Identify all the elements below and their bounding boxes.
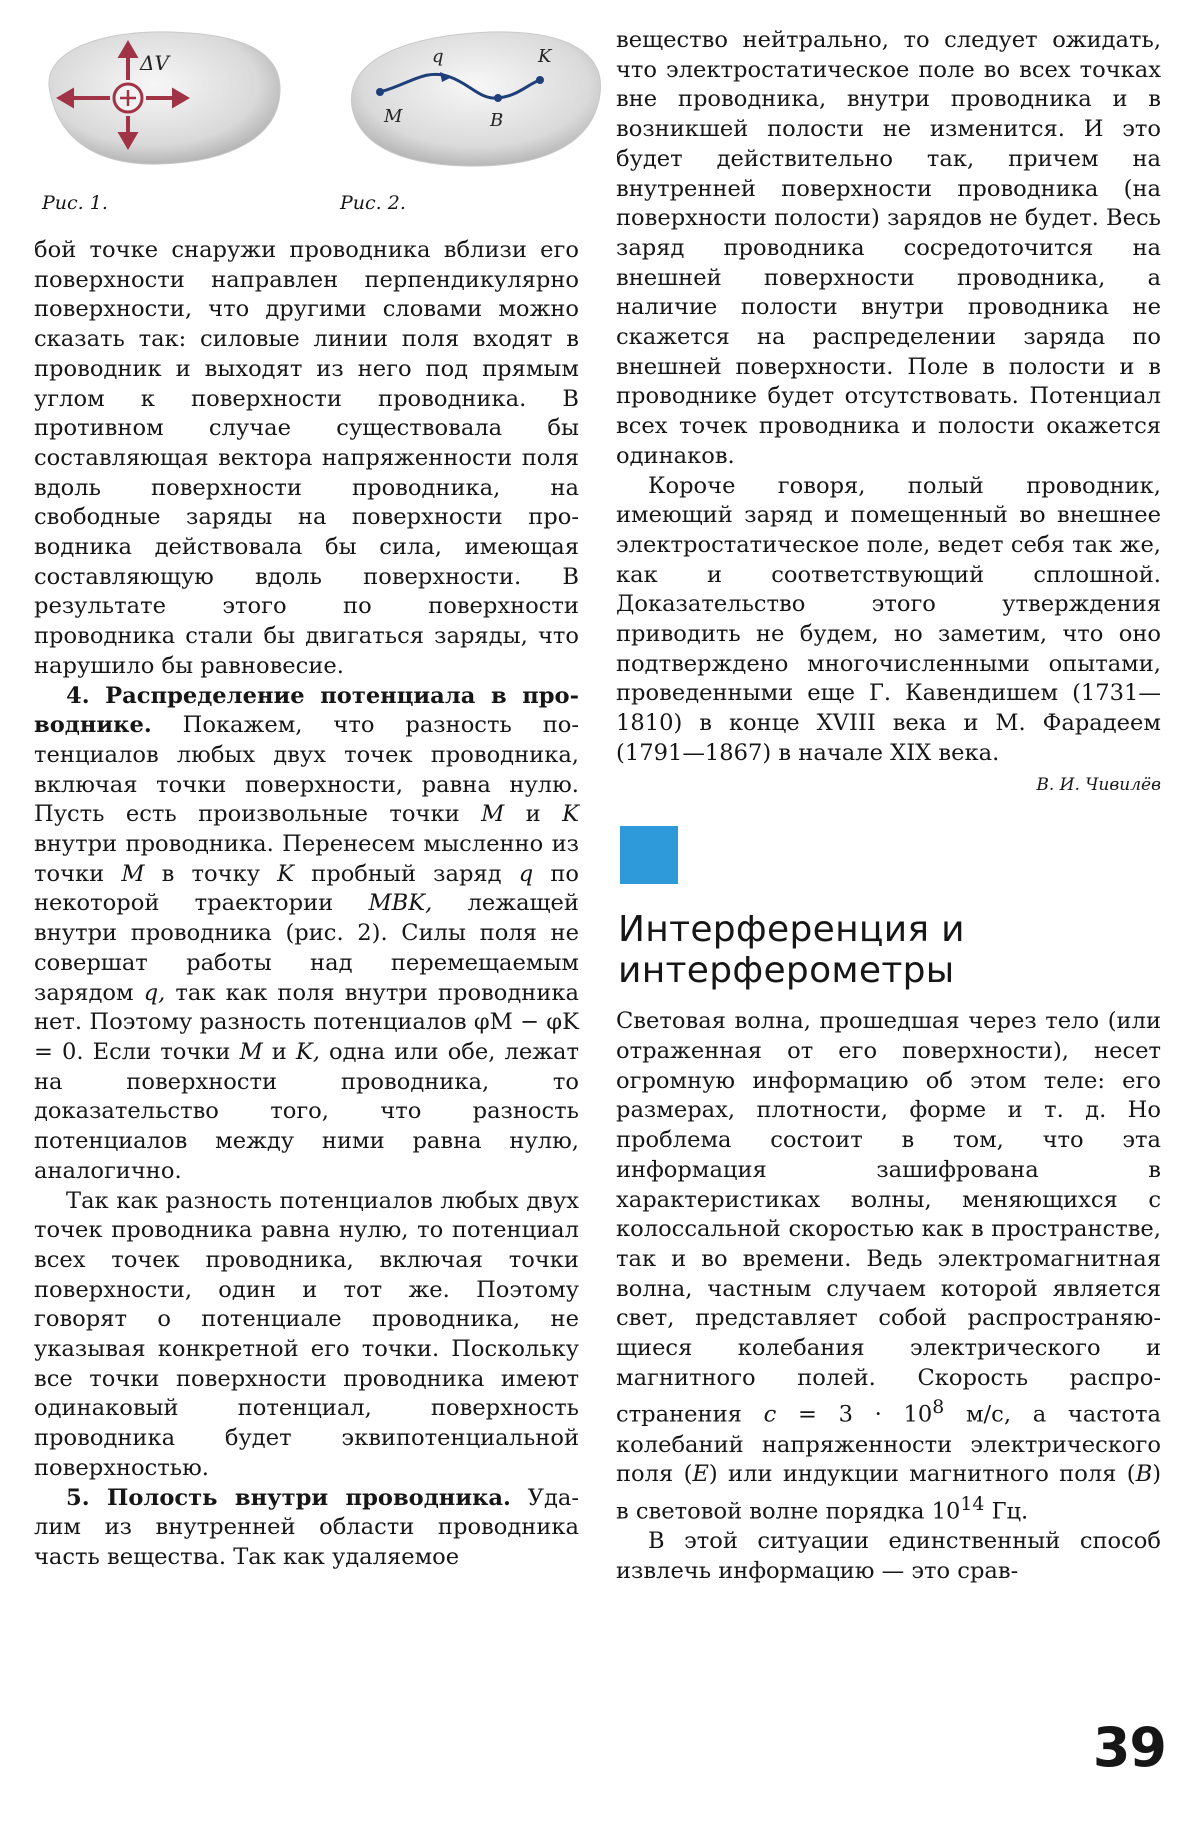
subsection-heading: 5. Полость внутри проводника. bbox=[66, 1484, 511, 1511]
point-m-label: M bbox=[384, 106, 403, 127]
paragraph: 5. Полость внутри проводника. Удалим из внутренней области проводника часть вещества. Так как удаляемое bbox=[34, 1484, 579, 1570]
point-b-label: B bbox=[490, 110, 504, 131]
paragraph: 4. Распределение потенциала в проводнике. Покажем, что разность потенциалов любых двух точек проводника, включая точки поверхности, равна нулю. Пусть есть произвольные точки M и K внутри проводника. Перенесем мысленно из точки M в точку K пробный заряд q по некоторой траектории MBK, лежащей внутри проводника (рис. 2). Силы поля не совершат работы над перемещаемым зарядом q, так как поля внутри проводника нет. Поэтому разность потенциалов φM − φK = 0. Если точки M и K, одна или обе, лежат на поверхности проводника, то доказательство того, что разность потенциалов между ними равна нулю, аналогично. bbox=[34, 682, 580, 1184]
point-b bbox=[494, 94, 502, 102]
paragraph: Так как разность потенциалов любых двух точек проводника равна нулю, то потенциал всех точек проводника, включая точки поверхности, один и тот же. Поэтому говорят о потенциале проводника, не указывая конкретной его точки. Поскольку все точки поверхности проводника имеют одинаковый потенциал, поверхность проводника будет эквипотенциальной поверхностью. bbox=[34, 1187, 579, 1481]
charge-q-label: q bbox=[432, 46, 444, 67]
paragraph: вещество нейтрально, то следует ожидать, что электростатическое поле во всех точках вне проводника, внутри проводника и в возникшей полости не изменится. И это будет действительно так, причем на внутренней поверхности проводника (на поверхности полости) зарядов не будет. Весь заряд проводника сосредоточится на внешней поверхности проводника, а наличие полости внутри проводника не скажется на распределении заряда по внешней поверхности. Поле в полости и в проводнике будет отсутствовать. Потенциал всех точек проводника и полости окажется одинаков. bbox=[616, 27, 1161, 469]
point-m bbox=[376, 88, 384, 96]
paragraph: бой точке снаружи проводника вблизи его поверхности направлен перпендикулярно поверхности, что другими словами можно сказать так: силовые линии поля входят в проводник и выходят из него под прямым углом к поверхности проводника. В противном случае существовала бы составляющая вектора напряженности поля вдоль поверхности проводника, на свободные заряды на поверхности проводника действовала бы сила, имеющая составляющую вдоль поверхности. В результате этого по поверхности проводника стали бы двигаться заряды, что нарушило бы равновесие. bbox=[34, 237, 579, 679]
figure-1 bbox=[30, 22, 292, 214]
point-k-label: K bbox=[538, 46, 552, 67]
delta-v-label: ΔV bbox=[140, 51, 169, 75]
conductor-blob bbox=[351, 32, 600, 166]
paragraph: Световая волна, прошедшая через тело (или отраженная от его поверхности), несет огромную информацию об этом теле: его размерах, плотности, форме и т. д. Но проблема состоит в том, что эта информация зашифрована в характеристиках волны, меняющихся с колоссальной скоростью как в пространстве, так и во времени. Ведь электромагнитная волна, частным случаем которой является свет, представляет собой распространяющиеся колебания электрического и магнитного полей. Скорость распространения $c = 3 \cdot 10^8$ м/с, а частота колебаний напряженности электрического поля (E) или индукции магнитного поля (B) в световой волне порядка $10^{14}$ Гц. bbox=[616, 1008, 1162, 1525]
figures bbox=[30, 22, 590, 228]
right-column bbox=[616, 26, 1161, 1587]
conductor-path-illustration bbox=[340, 22, 610, 172]
left-column bbox=[34, 236, 579, 1573]
figure-2 bbox=[340, 22, 610, 214]
section-marker-square bbox=[620, 826, 678, 884]
formula: φM − φK = 0. bbox=[34, 1009, 580, 1065]
section-title: Интерференция и интерферометры bbox=[618, 909, 965, 992]
point-k bbox=[536, 76, 544, 84]
subsection-heading: 4. Распределение потенциала в проводнике. bbox=[34, 682, 579, 739]
figure-2-caption: Рис. 2. bbox=[340, 192, 406, 214]
figure-1-caption: Рис. 1. bbox=[42, 192, 108, 214]
paragraph: В этой ситуации единственный способ извлечь информацию — это срав- bbox=[616, 1528, 1161, 1584]
conductor-volume-illustration bbox=[30, 22, 292, 172]
page-number: 39 bbox=[1092, 1716, 1166, 1779]
paragraph: Короче говоря, полый проводник, имеющий заряд и помещенный во внешнее электростатическое поле, ведет себя так же, как и соответствующий сплошной. Доказательство этого утверждения приводить не будем, но заметим, что оно подтверждено многочисленными опытами, проведенными еще Г. Кавендишем (1731—1810) в конце XVIII века и М. Фарадеем (1791—1867) в начале XIX века. bbox=[616, 472, 1161, 766]
author-signature: В. И. Чивилёв bbox=[1036, 774, 1161, 795]
